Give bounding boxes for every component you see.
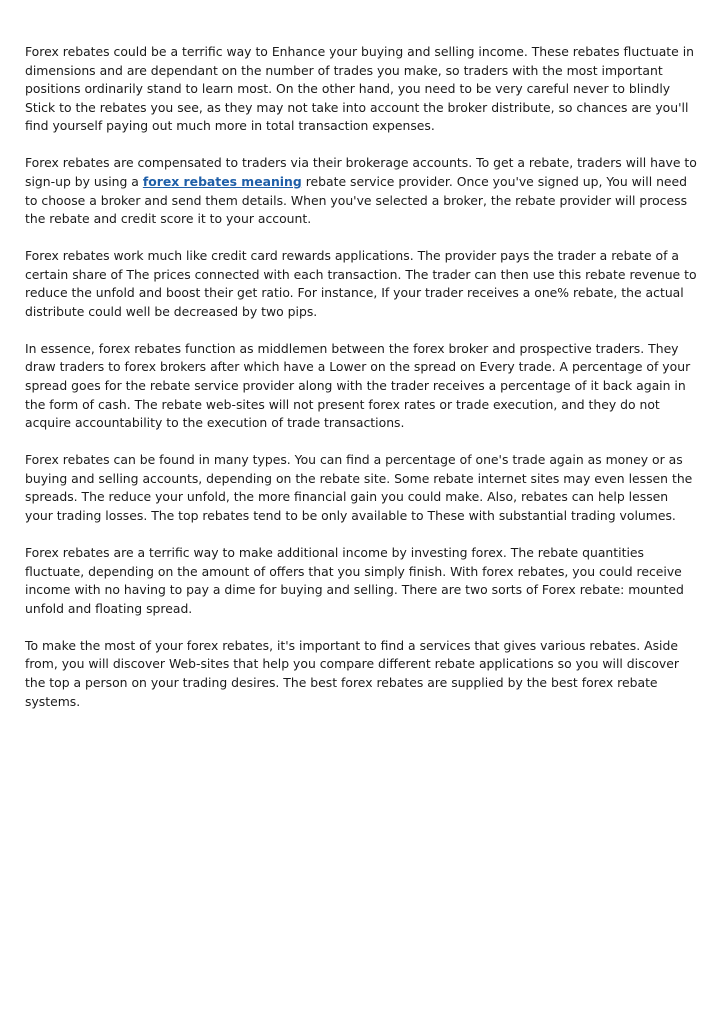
paragraph-7: To make the most of your forex rebates, it's important to find a services that gives various rebates. Aside from, you will discover Web-sites that help you compare different rebate applications so you will discover the top a person on your trading desires. The best forex rebates are supplied by the best forex rebate systems.	[25, 637, 679, 709]
paragraph-4: In essence, forex rebates function as middlemen between the forex broker and prospective traders. They draw traders to forex brokers after which have a Lower on the spread on Every trade. A percentage of your spread goes for the rebate service provider along with the trader receives a percentage of it back again in the form of cash. The rebate web-sites will not present forex rates or trade execution, and they do not acquire accountability to the execution of trade transactions.	[25, 340, 691, 431]
document-body	[25, 43, 697, 730]
paragraph-3: Forex rebates work much like credit card rewards applications. The provider pays the trader a rebate of a certain share of The prices connected with each transaction. The trader can then use this rebate revenue to reduce the unfold and boost their get ratio. For instance, If your trader receives a one% rebate, the actual distribute could well be decreased by two pips.	[25, 248, 697, 319]
paragraph-2-text-before: Forex rebates are compensated to traders via their brokerage accounts. To get a rebate, traders will have to sign-up by using a	[25, 155, 697, 189]
paragraph-2-text-after: rebate service provider. Once you've signed up, You will need to choose a broker and send them details. When you've selected a broker, the rebate provider will process the rebate and credit score it to your account.	[25, 173, 688, 227]
paragraph-1: Forex rebates could be a terrific way to Enhance your buying and selling income. These rebates fluctuate in dimensions and are dependant on the number of trades you make, so traders with the most important positions ordinarily stand to learn most. On the other hand, you need to be very careful never to blindly Stick to the rebates you see, as they may not take into account the broker distribute, so chances are you'll find yourself paying out much more in total transaction expenses.	[25, 44, 695, 134]
paragraph-6: Forex rebates are a terrific way to make additional income by investing forex. The rebate quantities fluctuate, depending on the amount of offers that you simply finish. With forex rebates, you could receive income with no having to pay a dime for buying and selling. There are two sorts of Forex rebate: mounted unfold and floating spread.	[25, 545, 684, 616]
forex-rebates-meaning-link[interactable]: forex rebates meaning	[142, 173, 302, 189]
paragraph-5: Forex rebates can be found in many types. You can find a percentage of one's trade again as money or as buying and selling accounts, depending on the rebate site. Some rebate internet sites may even lessen the spreads. The reduce your unfold, the more financial gain you could make. Also, rebates can help lessen your trading losses. The top rebates tend to be only available to These with substantial trading volumes.	[25, 452, 693, 524]
paragraph-2	[25, 154, 697, 228]
